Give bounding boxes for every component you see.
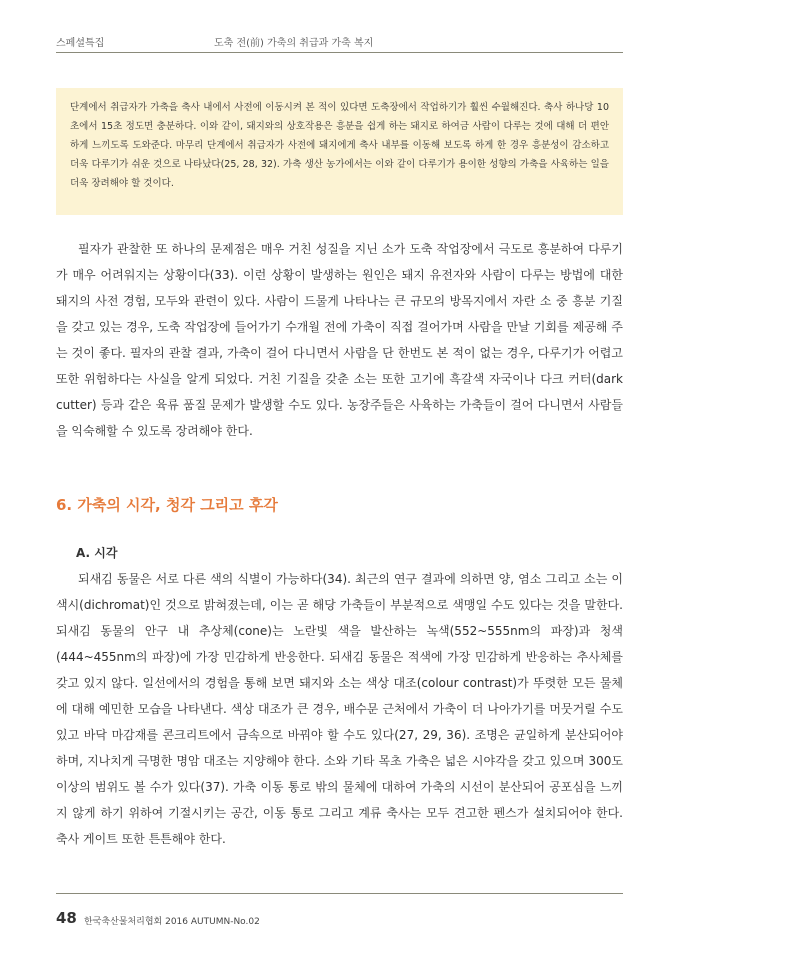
- section-label: 스페셜특집: [56, 38, 105, 49]
- callout-text: 단계에서 취급자가 가축을 축사 내에서 사전에 이동시켜 본 적이 있다면 도축장에서 작업하기가 훨씬 수월해진다. 축사 하나당 10초에서 15초 정도면 충분하다. 이와 같이, 돼지와의 상호작용은 흥분을 쉽게 하는 돼지로 하여금 사람이 다루는 것에 대해 더 편안하게 느끼도록 도와준다. 마무리 단계에서 취급자가 사전에 돼지에게 축사 내부를 이동해 보도록 하게 한 경우 흥분성이 감소하고 더욱 다루기가 쉬운 것으로 나타났다(25, 28, 32). 가축 생산 농가에서는 이와 같이 다루기가 용이한 성향의 가축을 사육하는 일을 더욱 장려해야 할 것이다.: [70, 102, 609, 189]
- publication-info: 한국축산물처리협회 2016 AUTUMN-No.02: [84, 917, 260, 927]
- page-number: 48: [56, 909, 77, 927]
- chapter-title: 도축 전(前) 가축의 취급과 가축 복지: [214, 38, 374, 49]
- callout-box: [56, 88, 623, 215]
- paragraph-text: 필자가 관찰한 또 하나의 문제점은 매우 거친 성질을 지닌 소가 도축 작업장에서 극도로 흥분하여 다루기가 매우 어려워지는 상황이다(33). 이런 상황이 발생하는 원인은 돼지 유전자와 사람이 다루는 방법에 대한 돼지의 사전 경험, 모두와 관련이 있다. 사람이 드물게 나타나는 큰 규모의 방목지에서 자란 소 중 흥분 기질을 갖고 있는 경우, 도축 작업장에 들어가기 수개월 전에 가축이 직접 걸어가며 사람을 만날 기회를 제공해 주는 것이 좋다. 필자의 관찰 결과, 가축이 걸어 다니면서 사람을 단 한번도 본 적이 없는 경우, 다루기가 어렵고 또한 위험하다는 사실을 알게 되었다. 거친 기질을 갖춘 소는 또한 고기에 흑갈색 자국이나 다크 커터(dark cutter) 등과 같은 육류 품질 문제가 발생할 수도 있다. 농장주들은 사육하는 가축들이 걸어 다니면서 사람들을 익숙해할 수 있도록 장려해야 한다.: [56, 242, 623, 438]
- section-heading: 6. 가축의 시각, 청각 그리고 후각: [56, 496, 278, 514]
- footer-divider: [56, 893, 623, 894]
- subsection-heading: A. 시각: [76, 546, 118, 560]
- header-divider: [56, 52, 623, 53]
- running-header: [56, 34, 623, 52]
- body-paragraph-2: [56, 566, 623, 852]
- paragraph-text: 되새김 동물은 서로 다른 색의 식별이 가능하다(34). 최근의 연구 결과에 의하면 양, 염소 그리고 소는 이색시(dichromat)인 것으로 밝혀졌는데, 이는 곧 해당 가축들이 부분적으로 색맹일 수도 있다는 것을 말한다. 되새김 동물의 안구 내 추상체(cone)는 노란빛 색을 발산하는 녹색(552~555nm의 파장)과 청색(444~455nm의 파장)에 가장 민감하게 반응한다. 되새김 동물은 적색에 가장 민감하게 반응하는 추사체를 갖고 있지 않다. 일선에서의 경험을 통해 보면 돼지와 소는 색상 대조(colour contrast)가 뚜렷한 모든 물체에 대해 예민한 모습을 나타낸다. 색상 대조가 큰 경우, 배수문 근처에서 가축이 더 나아가기를 머뭇거릴 수도 있고 바닥 마감재를 콘크리트에서 금속으로 바꿔야 할 수도 있다(27, 29, 36). 조명은 균일하게 분산되어야 하며, 지나치게 극명한 명암 대조는 지양해야 한다. 소와 기타 목초 가축은 넓은 시야각을 갖고 있으며 300도 이상의 범위도 볼 수가 있다(37). 가축 이동 통로 밖의 물체에 대하여 가축의 시선이 분산되어 공포심을 느끼지 않게 하기 위하여 기절시키는 공간, 이동 통로 그리고 계류 축사는 모두 견고한 펜스가 설치되어야 한다. 축사 게이트 또한 튼튼해야 한다.: [56, 572, 623, 846]
- body-paragraph-1: [56, 236, 623, 444]
